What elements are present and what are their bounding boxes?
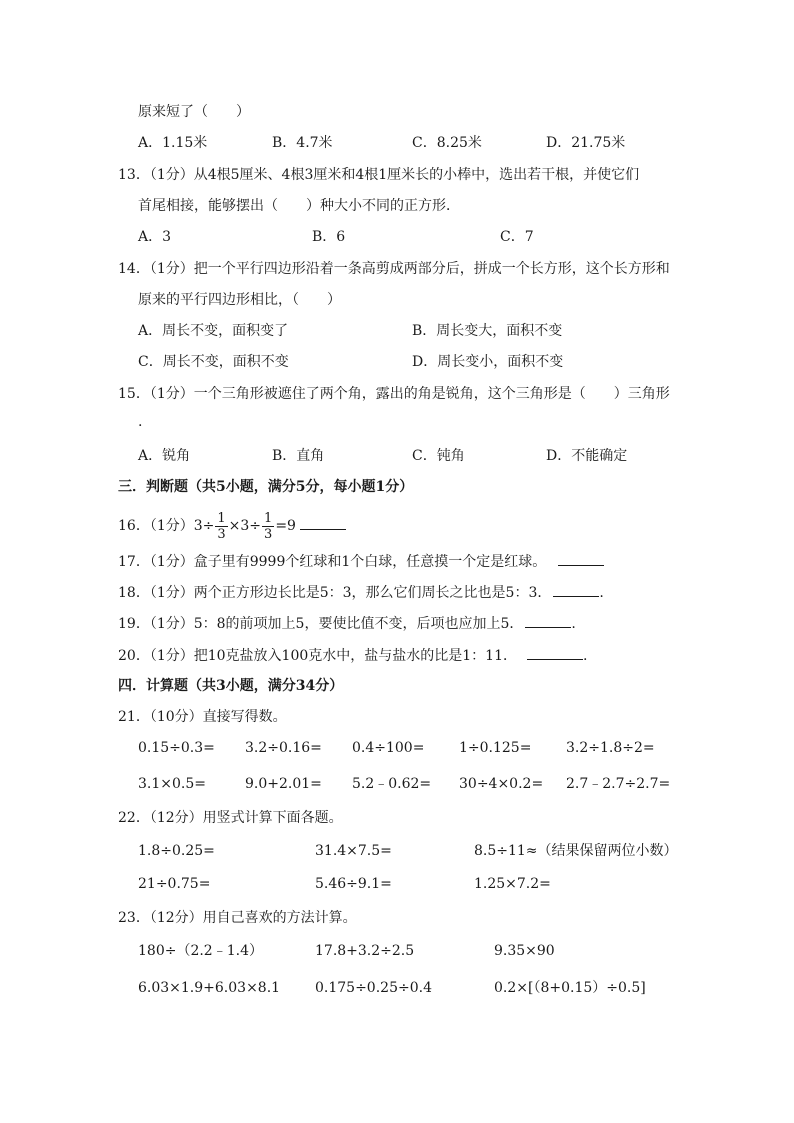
q12-option-a: A．1.15米 [138,135,208,151]
q23-item: 9.35×90 [494,943,555,959]
q14-option-d: D．周长变小，面积不变 [412,354,564,370]
q22-title: 22．（12分）用竖式计算下面各题。 [118,810,343,826]
q12-option-c: C．8.25米 [412,135,482,151]
q20-answer-blank[interactable] [527,645,583,660]
q15-option-c: C．钝角 [412,448,465,464]
q16-part-a: 3÷ [193,518,215,534]
q22-item: 1.8÷0.25= [138,843,215,859]
q13-line2: 首尾相接，能够摆出（ ）种大小不同的正方形． [138,198,460,214]
q13-option-a: A．3 [138,229,172,245]
q14-line2: 原来的平行四边形相比，（ ） [138,292,341,308]
q17 [118,551,604,572]
q20-text: 20．（1分）把10克盐放入100克水中，盐与盐水的比是1：11． [118,648,517,664]
q19-text: 19．（1分）5：8的前项加上5，要使比值不变，后项也应加上5． [118,616,524,632]
q21-item: 2.7﹣2.7÷2.7= [566,776,671,792]
q23-item: 0.2×[（8+0.15）÷0.5] [494,980,646,996]
q15-line2: . [138,414,143,430]
q20-period: . [582,648,588,664]
section-3-heading: 三．判断题（共5小题，满分5分，每小题1分） [118,479,414,495]
q15-option-d: D．不能确定 [546,448,628,464]
q19-period: . [571,616,576,632]
q23-item: 0.175÷0.25÷0.4 [315,980,432,996]
q21-item: 3.2÷0.16= [245,740,322,756]
q21-item: 3.2÷1.8÷2= [566,740,655,756]
q16-part-c: =9 [275,518,296,534]
q14-line1: 14．（1分）把一个平行四边形沿着一条高剪成两部分后，拼成一个长方形，这个长方形和 [118,261,670,277]
q22-item: 31.4×7.5= [315,843,392,859]
section-4-heading: 四．计算题（共3小题，满分34分） [118,678,344,694]
q18 [118,582,604,603]
q16-answer-blank[interactable] [300,515,346,530]
q22-item: 21÷0.75= [138,876,211,892]
q18-answer-blank[interactable] [553,582,599,597]
q14-option-a: A．周长不变，面积变了 [138,323,289,339]
q21-item: 9.0+2.01= [245,776,322,792]
q12-option-d: D．21.75米 [546,135,626,151]
q18-text: 18．（1分）两个正方形边长比是5：3，那么它们周长之比也是5：3． [118,585,552,601]
q21-item: 30÷4×0.2= [459,776,544,792]
q21-title: 21．（10分）直接写得数。 [118,709,287,725]
q21-item: 3.1×0.5= [138,776,206,792]
q16-part-b: ×3÷ [228,518,262,534]
q16-prefix: 16．（1分） [118,518,194,534]
q23-item: 17.8+3.2÷2.5 [315,943,415,959]
q21-item: 0.4÷100= [352,740,425,756]
q17-text: 17．（1分）盒子里有9999个红球和1个白球，任意摸一个定是红球。 [118,554,547,570]
q13-line1: 13．（1分）从4根5厘米、4根3厘米和4根1厘米长的小棒中，选出若干根，并使它们 [118,167,640,183]
q14-option-c: C．周长不变，面积不变 [138,354,289,370]
q16-fraction-2-numerator: 1 [264,510,273,526]
q16-fraction-1 [215,511,227,542]
q23-item: 6.03×1.9+6.03×8.1 [138,980,281,996]
q22-item: 8.5÷11≈（结果保留两位小数） [474,843,678,859]
q16-fraction-1-numerator: 1 [217,510,226,526]
q13-option-c: C．7 [500,229,534,245]
q12-option-b: B．4.7米 [272,135,333,151]
q23-item: 180÷（2.2﹣1.4） [138,943,263,959]
q21-item: 1÷0.125= [459,740,532,756]
q15-line1: 15．（1分）一个三角形被遮住了两个角，露出的角是锐角，这个三角形是（ ）三角形 [118,386,670,402]
q15-option-a: A．锐角 [138,448,191,464]
q16-fraction-1-denominator: 3 [217,526,226,542]
q18-period: . [599,585,604,601]
q21-item: 5.2﹣0.62= [352,776,432,792]
q22-item: 1.25×7.2= [474,876,551,892]
q14-option-b: B．周长变大，面积不变 [412,323,563,339]
q13-option-b: B．6 [312,229,346,245]
q23-title: 23．（12分）用自己喜欢的方法计算。 [118,910,357,926]
q16-fraction-2 [262,511,274,542]
q17-answer-blank[interactable] [558,551,604,566]
q19-answer-blank[interactable] [525,613,571,628]
q15-option-b: B．直角 [272,448,325,464]
q16-fraction-2-denominator: 3 [264,526,273,542]
q12-tail: 原来短了（ ） [138,104,250,120]
q16 [118,509,346,543]
q20 [118,645,587,666]
q19 [118,613,576,634]
q21-item: 0.15÷0.3= [138,740,215,756]
q22-item: 5.46÷9.1= [315,876,392,892]
